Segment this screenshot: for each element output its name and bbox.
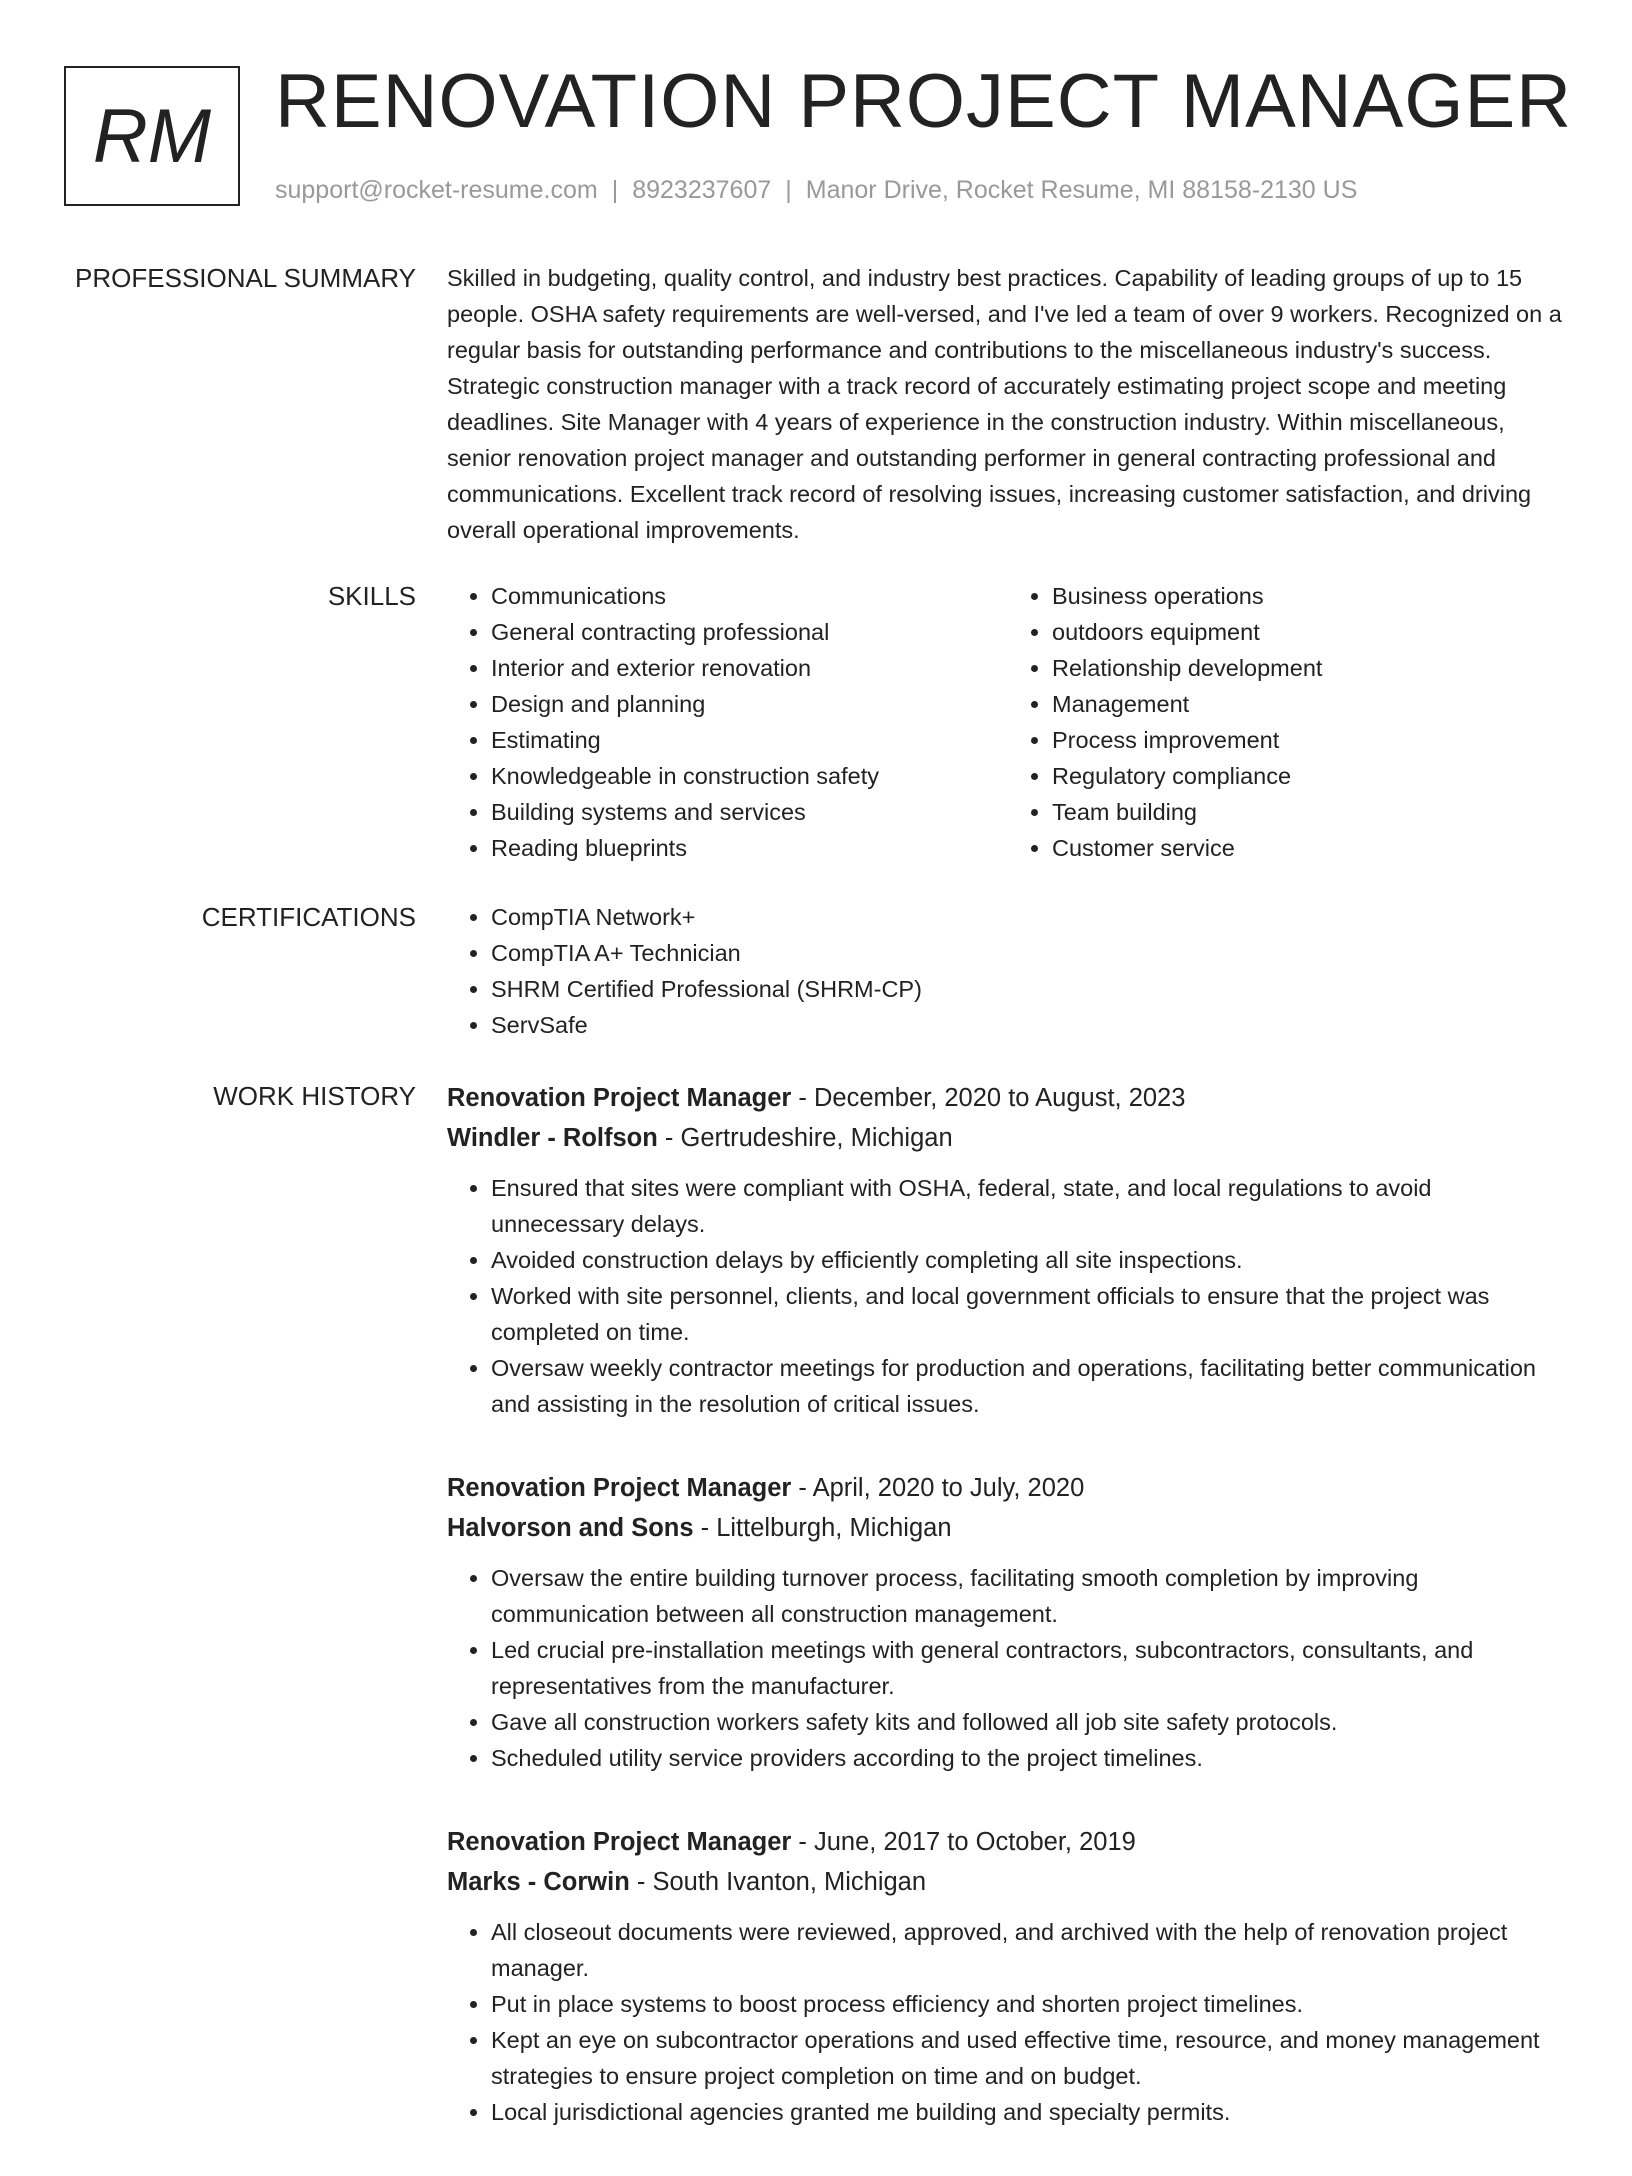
contact-address: Manor Drive, Rocket Resume, MI 88158-2130 US [805, 176, 1358, 204]
skill-item: • Interior and exterior renovation [491, 650, 1008, 686]
skill-item: • Customer service [1052, 830, 1569, 866]
job-bullet: • Avoided construction delays by efficiently completing all site inspections. [491, 1242, 1569, 1278]
skill-item: • Relationship development [1052, 650, 1569, 686]
skill-item: • Estimating [491, 722, 1008, 758]
contact-email: support@rocket-resume.com [275, 176, 598, 204]
job-dates: - April, 2020 to July, 2020 [791, 1474, 1085, 1502]
skill-item: • Management [1052, 686, 1569, 722]
contact-separator: | [785, 176, 792, 204]
skill-item: • Regulatory compliance [1052, 758, 1569, 794]
job-bullet: • Local jurisdictional agencies granted me building and specialty permits. [491, 2094, 1569, 2130]
job-bullet: • Oversaw weekly contractor meetings for production and operations, facilitating better communication and assisting in the resolution of critical issues. [491, 1350, 1569, 1422]
skill-item: • Process improvement [1052, 722, 1569, 758]
job-bullet: • Gave all construction workers safety kits and followed all job site safety protocols. [491, 1704, 1569, 1740]
monogram-logo: RM [64, 66, 240, 206]
job-entry [447, 1822, 1569, 2130]
job-title-line [447, 1822, 1569, 1862]
job-location: - Gertrudeshire, Michigan [657, 1124, 953, 1152]
summary-text: Skilled in budgeting, quality control, and industry best practices. Capability of leading groups of up to 15 people. OSHA safety requirements are well-versed, and I've led a team of over 9 workers. Recognized on a regular basis for outstanding performance and contributions to the miscellaneous industry's success. Strategic construction manager with a track record of accurately estimating project scope and meeting deadlines. Site Manager with 4 years of experience in the construction industry. Within miscellaneous, senior renovation project manager and outstanding performer in general contracting professional and communications. Excellent track record of resolving issues, increasing customer satisfaction, and driving overall operational improvements. [447, 265, 1562, 543]
job-title: Renovation Project Manager [447, 1084, 792, 1112]
job-title-line [447, 1468, 1569, 1508]
job-bullet: • Scheduled utility service providers according to the project timelines. [491, 1740, 1569, 1776]
skill-item: • Business operations [1052, 578, 1569, 614]
job-location: - South Ivanton, Michigan [629, 1868, 927, 1896]
job-entry [447, 1078, 1569, 1422]
job-bullet: • Kept an eye on subcontractor operations and used effective time, resource, and money management strategies to ensure project completion on time and on budget. [491, 2022, 1569, 2094]
job-bullet: • All closeout documents were reviewed, approved, and archived with the help of renovation project manager. [491, 1914, 1569, 1986]
certification-item: • ServSafe [491, 1007, 1569, 1043]
contact-line [275, 176, 1357, 205]
skill-item: • outdoors equipment [1052, 614, 1569, 650]
job-bullet: • Led crucial pre-installation meetings with general contractors, subcontractors, consultants, and representatives from the manufacturer. [491, 1632, 1569, 1704]
job-company: Windler - Rolfson [447, 1124, 658, 1152]
job-bullets [447, 1170, 1569, 1422]
skill-item: • Knowledgeable in construction safety [491, 758, 1008, 794]
certification-item: • CompTIA Network+ [491, 899, 1569, 935]
job-company-line [447, 1862, 1569, 1902]
certification-item: • CompTIA A+ Technician [491, 935, 1569, 971]
job-bullet: • Ensured that sites were compliant with OSHA, federal, state, and local regulations to avoid unnecessary delays. [491, 1170, 1569, 1242]
job-bullet: • Oversaw the entire building turnover process, facilitating smooth completion by improving communication between all construction management. [491, 1560, 1569, 1632]
job-bullets [447, 1914, 1569, 2130]
job-title: Renovation Project Manager [447, 1474, 792, 1502]
job-company-line [447, 1508, 1569, 1548]
contact-separator: | [611, 176, 619, 204]
section-label-skills: SKILLS [327, 581, 416, 611]
job-entry [447, 1468, 1569, 1776]
job-title-line [447, 1078, 1569, 1118]
section-label-certifications: CERTIFICATIONS [201, 902, 416, 932]
certification-item: • SHRM Certified Professional (SHRM-CP) [491, 971, 1569, 1007]
job-bullet: • Put in place systems to boost process efficiency and shorten project timelines. [491, 1986, 1569, 2022]
job-company: Halvorson and Sons [447, 1514, 694, 1542]
contact-phone: 8923237607 [632, 176, 772, 204]
skills-list-right [1008, 578, 1569, 866]
skill-item: • Building systems and services [491, 794, 1008, 830]
job-dates: - June, 2017 to October, 2019 [791, 1828, 1136, 1856]
job-company-line [447, 1118, 1569, 1158]
job-dates: - December, 2020 to August, 2023 [791, 1084, 1186, 1112]
page-title: RENOVATION PROJECT MANAGER [275, 59, 1573, 144]
skill-item: • General contracting professional [491, 614, 1008, 650]
certifications-list [447, 899, 1569, 1043]
skill-item: • Design and planning [491, 686, 1008, 722]
job-company: Marks - Corwin [447, 1868, 630, 1896]
job-bullets [447, 1560, 1569, 1776]
section-label-work-history: WORK HISTORY [213, 1081, 416, 1111]
skill-item: • Reading blueprints [491, 830, 1008, 866]
job-title: Renovation Project Manager [447, 1828, 792, 1856]
skill-item: • Communications [491, 578, 1008, 614]
job-location: - Littelburgh, Michigan [693, 1514, 952, 1542]
job-bullet: • Worked with site personnel, clients, and local government officials to ensure that the project was completed on time. [491, 1278, 1569, 1350]
skill-item: • Team building [1052, 794, 1569, 830]
skills-list-left [447, 578, 1008, 866]
section-label-summary: PROFESSIONAL SUMMARY [75, 263, 416, 293]
